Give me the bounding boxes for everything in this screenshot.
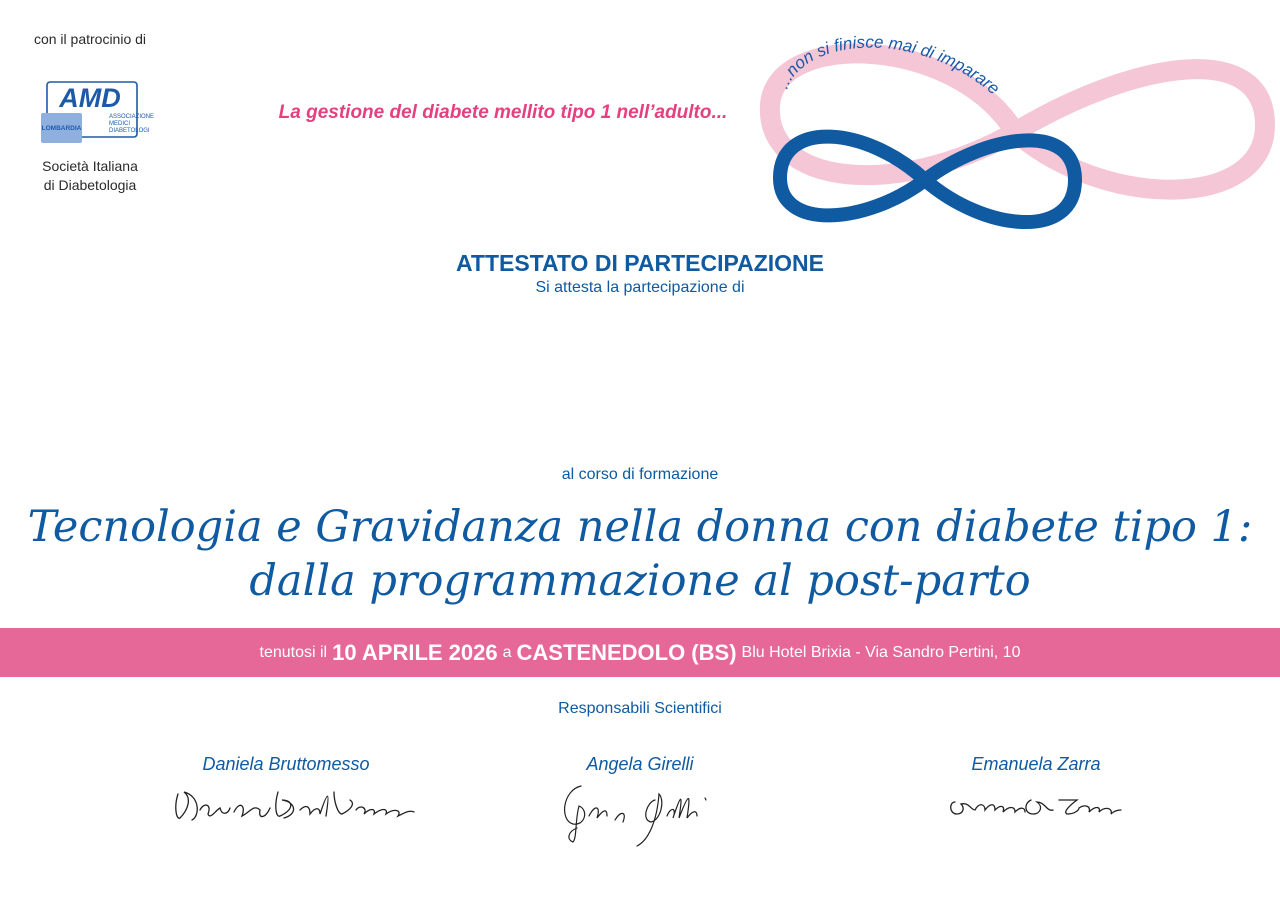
amd-logo-sub-1: ASSOCIAZIONE	[109, 114, 155, 120]
course-title	[0, 500, 1280, 608]
patronage-label: con il patrocinio di	[33, 31, 147, 47]
amd-logo-sub-3: DIABETOLOGI	[109, 128, 150, 134]
event-title: La gestione del diabete mellito tipo 1 nell’adulto...	[278, 102, 728, 123]
signature-zarra	[945, 780, 1125, 830]
infinity-logo	[755, 20, 1275, 250]
event-info-band	[0, 628, 1280, 677]
amd-logo	[40, 81, 155, 145]
motto-textpath: ...non si finisce mai di imparare	[772, 32, 1004, 99]
amd-logo-text: AMD	[59, 83, 121, 113]
scientific-label: Responsabili Scientifici	[558, 700, 722, 717]
signature-bruttomesso	[170, 780, 420, 830]
course-title-line-1: Tecnologia e Gravidanza nella donna con diabete tipo 1:	[27, 502, 1253, 552]
band-prefix: tenutosi il	[259, 643, 328, 661]
event-city: CASTENEDOLO (BS)	[516, 639, 737, 665]
amd-logo-region: LOMBARDIA	[41, 125, 82, 132]
signer-name-3: Emanuela Zarra	[971, 754, 1101, 774]
society-line-1: Società Italiana	[42, 158, 138, 174]
society-line-2: di Diabetologia	[43, 177, 137, 193]
pink-infinity-loop	[770, 53, 1265, 189]
event-date: 10 APRILE 2026	[332, 639, 498, 665]
course-title-line-2: dalla programmazione al post-parto	[249, 556, 1031, 606]
amd-logo-sub-2: MEDICI	[109, 121, 130, 127]
event-venue: Blu Hotel Brixia - Via Sandro Pertini, 10	[741, 643, 1021, 661]
band-connector: a	[502, 643, 512, 661]
signature-girelli	[555, 780, 725, 850]
signer-name-2: Angela Girelli	[586, 754, 694, 774]
certificate-subheading: Si attesta la partecipazione di	[535, 279, 745, 296]
certificate-heading: ATTESTATO DI PARTECIPAZIONE	[456, 250, 824, 276]
signer-name-1: Daniela Bruttomesso	[202, 754, 370, 774]
course-label: al corso di formazione	[561, 466, 719, 483]
society-name	[0, 157, 180, 195]
